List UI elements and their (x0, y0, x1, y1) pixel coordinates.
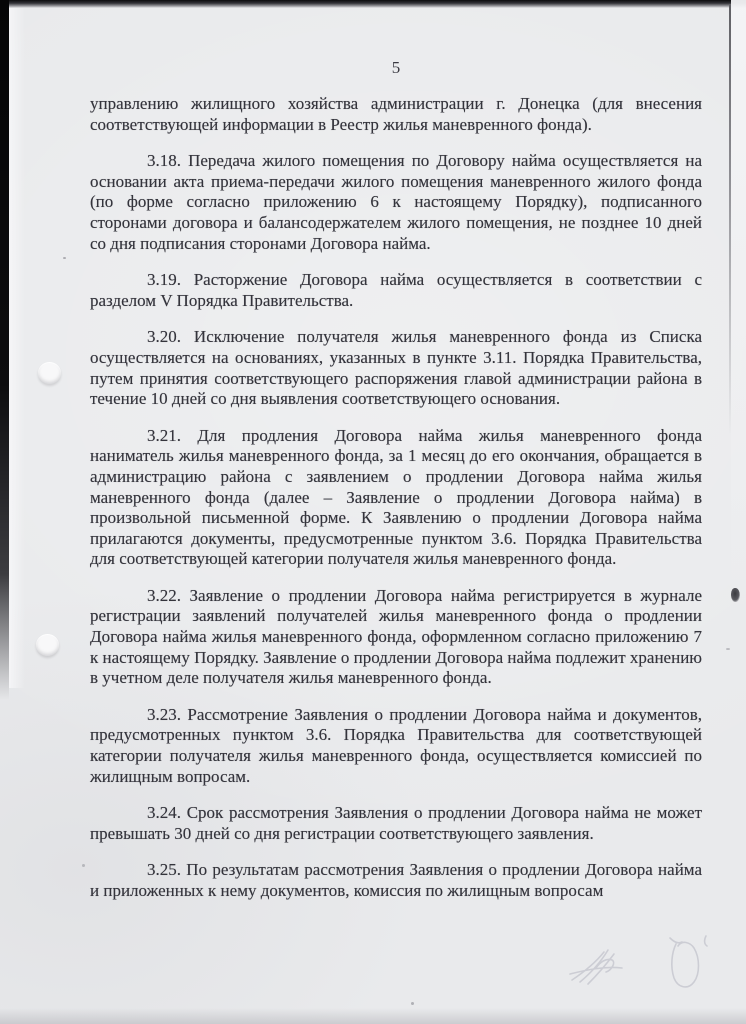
scan-speck (726, 648, 730, 650)
scan-speck (411, 1002, 414, 1005)
scan-speck (82, 864, 85, 867)
paragraph-3-21: 3.21. Для продления Договора найма жилья маневренного фонда наниматель жилья маневренного фонда, за 1 месяц до его окончания, обращается в администрацию района с заявлением о продлении Договора найма жилья маневренного фонда (далее – Заявление о продлении Договора найма) в произвольной письменной форме. К Заявлению о продлении Договора найма прилагаются документы, предусмотренные пунктом 3.6. Порядка Правительства для соответствующей категории получателя жилья маневренного фонда. (90, 425, 702, 569)
paragraph-continuation: управлению жилищного хозяйства администрации г. Донецка (для внесения соответствующей информации в Реестр жилья маневренного фонда). (90, 94, 702, 134)
signature-mark (500, 922, 740, 1017)
paragraph-3-23: 3.23. Рассмотрение Заявления о продлении Договора найма и документов, предусмотренных пунктом 3.6. Порядка Правительства для соответствующей категории получателя жилья маневренного фонда, осуществляется комиссией по жилищным вопросам. (90, 704, 702, 786)
scan-speck (63, 257, 66, 259)
document-body (90, 94, 702, 902)
paper-edge-highlight (9, 8, 25, 688)
page-number: 5 (391, 58, 401, 77)
ink-blot (731, 588, 740, 602)
paragraph-3-22: 3.22. Заявление о продлении Договора найма регистрируется в журнале регистрации заявлений получателей жилья маневренного фонда о продлении Договора найма жилья маневренного фонда, оформленном согласно приложению 7 к настоящему Порядку. Заявление о продлении Договора найма подлежит хранению в учетном деле получателя жилья маневренного фонда. (90, 585, 702, 688)
hole-punch-bottom (36, 634, 59, 656)
paragraph-3-19: 3.19. Расторжение Договора найма осуществляется в соответствии с разделом V Порядка Правительства. (90, 270, 702, 310)
scan-edge-top (0, 0, 746, 8)
scan-edge-left (0, 0, 9, 700)
scan-edge-right-line (729, 5, 731, 435)
paragraph-3-18: 3.18. Передача жилого помещения по Договору найма осуществляется на основании акта приема-передачи жилого помещения маневренного жилого фонда (по форме согласно приложению 6 к настоящему Порядку), подписанного сторонами договора и балансодержателем жилого помещения, не позднее 10 дней со дня подписания сторонами Договора найма. (90, 151, 702, 253)
paragraph-3-20: 3.20. Исключение получателя жилья маневренного фонда из Списка осуществляется на основаниях, указанных в пункте 3.11. Порядка Правительства, путем принятия соответствующего распоряжения главой администрации района в течение 10 дней со дня выявления соответствующего основания. (90, 327, 702, 409)
paragraph-3-25: 3.25. По результатам рассмотрения Заявления о продлении Договора найма и приложенных к нему документов, комиссия по жилищным вопросам (90, 860, 702, 900)
hole-punch-top (38, 362, 61, 384)
paper-edge-right (731, 0, 746, 620)
paragraph-3-24: 3.24. Срок рассмотрения Заявления о продлении Договора найма не может превышать 30 дней со дня регистрации соответствующего заявления. (90, 803, 702, 843)
